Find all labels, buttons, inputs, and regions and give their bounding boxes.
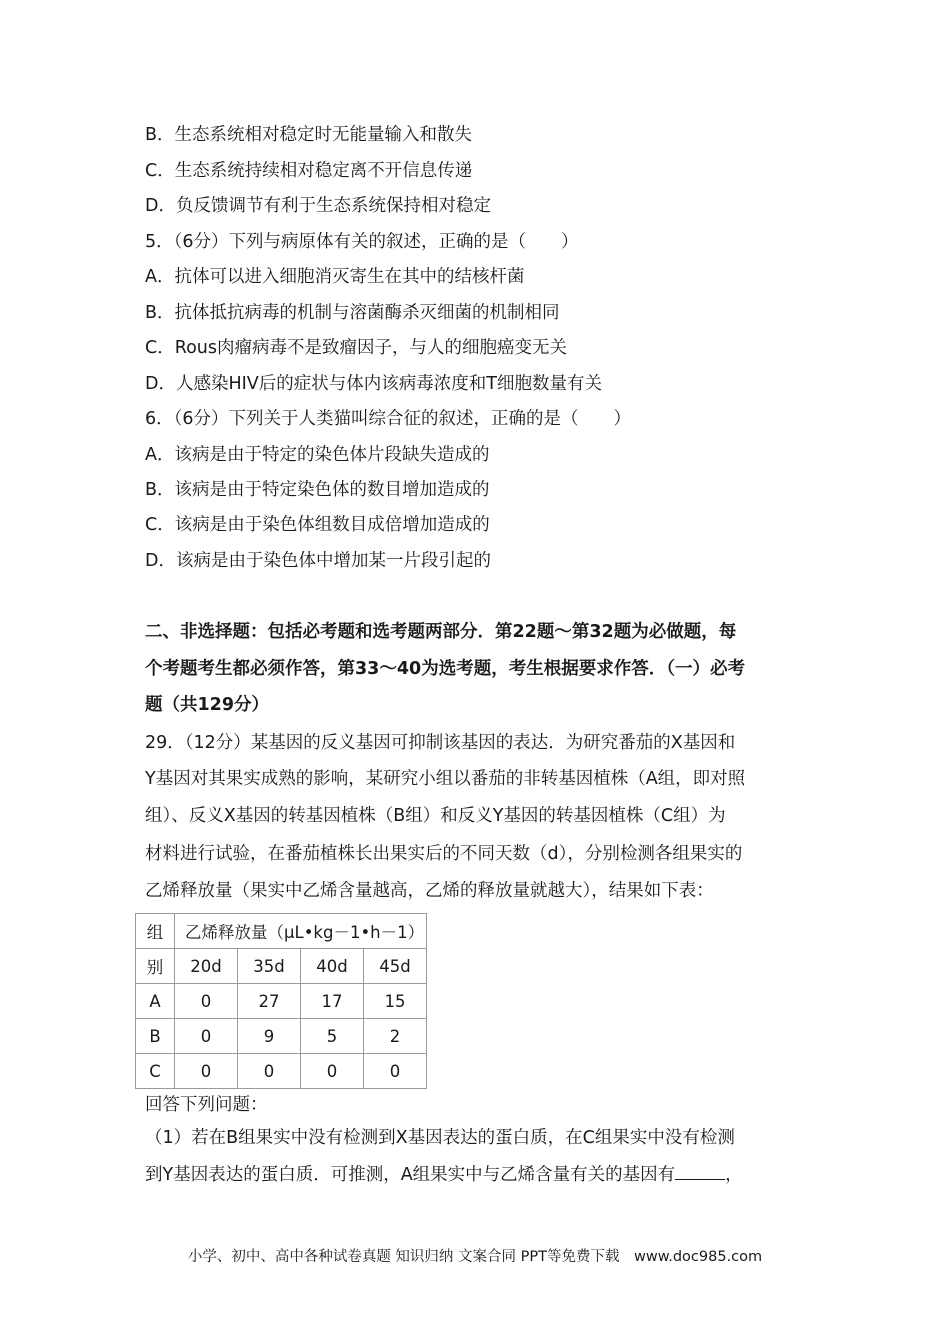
group-cell: C	[136, 1054, 175, 1089]
value-cell: 0	[364, 1054, 427, 1089]
q29-text-line2: Y基因对其果实成熟的影响，某研究小组以番茄的非转基因植株（A组，即对照	[145, 769, 746, 789]
page-footer: 小学、初中、高中各种试卷真题 知识归纳 文案合同 PPT等免费下载 www.doc985.com	[187, 1249, 763, 1265]
value-cell: 2	[364, 1019, 427, 1054]
q29-1-line1: （1）若在B组果实中没有检测到X基因表达的蛋白质，在C组果实中没有检测	[145, 1128, 735, 1148]
table-row	[136, 1019, 427, 1054]
value-cell: 0	[301, 1054, 364, 1089]
table-row	[136, 984, 427, 1019]
q5-option-b: B．抗体抵抗病毒的机制与溶菌酶杀灭细菌的机制相同	[145, 303, 560, 323]
q6-option-b: B．该病是由于特定染色体的数目增加造成的	[145, 480, 490, 500]
q6-option-c: C．该病是由于染色体组数目成倍增加造成的	[145, 515, 490, 535]
answer-intro: 回答下列问题：	[145, 1095, 268, 1115]
group-header-bottom: 别	[136, 949, 175, 984]
value-cell: 0	[175, 984, 238, 1019]
day-header: 45d	[364, 949, 427, 984]
answer-blank[interactable]	[675, 1164, 725, 1180]
q29-1-line2	[145, 1164, 815, 1186]
q6-option-a: A．该病是由于特定的染色体片段缺失造成的	[145, 445, 490, 465]
table-row	[136, 1054, 427, 1089]
q4-option-c: C．生态系统持续相对稳定离不开信息传递	[145, 161, 473, 181]
q29-1-line2-tail: ，	[725, 1165, 743, 1185]
q6-stem: 6．（6分）下列关于人类猫叫综合征的叙述，正确的是（ ）	[145, 409, 632, 429]
measure-header: 乙烯释放量（μL•kg－1•h－1）	[175, 914, 427, 949]
q29-text-line3: 组）、反义X基因的转基因植株（B组）和反义Y基因的转基因植株（C组）为	[145, 806, 726, 826]
q6-option-d: D．该病是由于染色体中增加某一片段引起的	[145, 551, 491, 571]
day-header: 35d	[238, 949, 301, 984]
value-cell: 27	[238, 984, 301, 1019]
value-cell: 5	[301, 1019, 364, 1054]
day-header: 40d	[301, 949, 364, 984]
q4-option-d: D．负反馈调节有利于生态系统保持相对稳定	[145, 196, 491, 216]
value-cell: 17	[301, 984, 364, 1019]
q29-1-line2-text: 到Y基因表达的蛋白质．可推测，A组果实中与乙烯含量有关的基因有	[145, 1165, 676, 1185]
day-header: 20d	[175, 949, 238, 984]
q29-text-line1: 29．（12分）某基因的反义基因可抑制该基因的表达．为研究番茄的X基因和	[145, 733, 736, 753]
group-header-top: 组	[136, 914, 175, 949]
q5-stem: 5．（6分）下列与病原体有关的叙述，正确的是（ ）	[145, 232, 579, 252]
q5-option-c: C．Rous肉瘤病毒不是致瘤因子，与人的细胞癌变无关	[145, 338, 568, 358]
q29-text-line4: 材料进行试验，在番茄植株长出果实后的不同天数（d），分别检测各组果实的	[145, 844, 743, 864]
ethylene-table	[135, 913, 427, 1089]
q5-option-d: D．人感染HIV后的症状与体内该病毒浓度和T细胞数量有关	[145, 374, 602, 394]
section2-heading-line3: 题（共129分）	[145, 695, 270, 715]
q5-option-a: A．抗体可以进入细胞消灭寄生在其中的结核杆菌	[145, 267, 525, 287]
q4-option-b: B．生态系统相对稳定时无能量输入和散失	[145, 125, 473, 145]
value-cell: 0	[238, 1054, 301, 1089]
group-cell: B	[136, 1019, 175, 1054]
section2-heading-line1: 二、非选择题：包括必考题和选考题两部分．第22题～第32题为必做题，每	[145, 622, 737, 642]
value-cell: 15	[364, 984, 427, 1019]
q29-text-line5: 乙烯释放量（果实中乙烯含量越高，乙烯的释放量就越大），结果如下表：	[145, 881, 714, 901]
group-cell: A	[136, 984, 175, 1019]
value-cell: 0	[175, 1054, 238, 1089]
value-cell: 0	[175, 1019, 238, 1054]
section2-heading-line2: 个考题考生都必须作答，第33～40为选考题，考生根据要求作答．（一）必考	[145, 659, 745, 679]
value-cell: 9	[238, 1019, 301, 1054]
